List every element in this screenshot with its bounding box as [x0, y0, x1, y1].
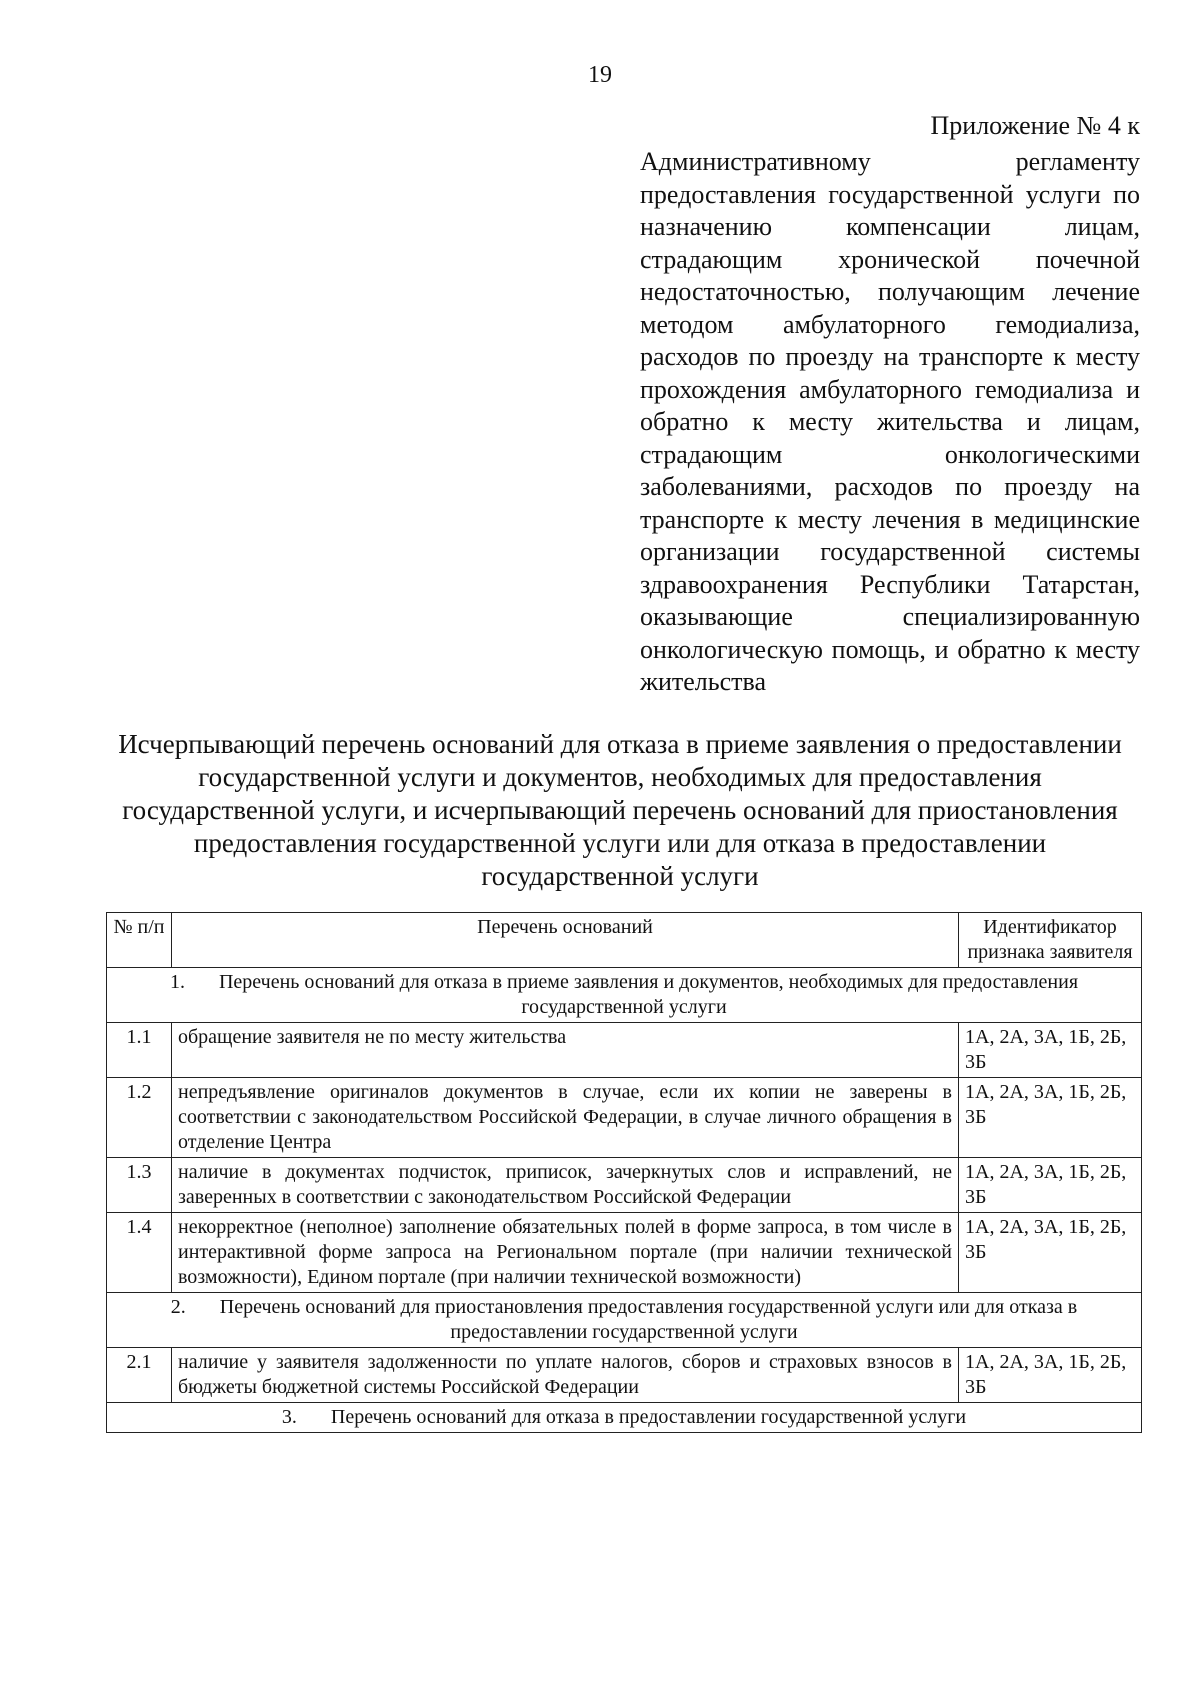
header-identifier: Идентификатор признака заявителя: [959, 913, 1142, 968]
row-number: 1.4: [107, 1213, 172, 1293]
table-row: [107, 1213, 1142, 1293]
table-row: [107, 1078, 1142, 1158]
row-number: 1.1: [107, 1023, 172, 1078]
page-number: 19: [588, 62, 612, 88]
document-title: Исчерпывающий перечень оснований для отказа в приеме заявления о предоставлении государственной услуги и документов, необходимых для предоставления государственной услуги, и исчерпывающий перечень оснований для приостановления предоставления государственной услуги или для отказа в предоставлении государственной услуги: [118, 729, 1122, 891]
table-row: [107, 1158, 1142, 1213]
header-grounds: Перечень оснований: [172, 913, 959, 968]
table-row: [107, 1348, 1142, 1403]
row-text: обращение заявителя не по месту жительства: [172, 1023, 959, 1078]
section-number: 2.: [170, 1296, 186, 1318]
table-row: [107, 1023, 1142, 1078]
section-row-1: [107, 968, 1142, 1023]
section-title: Перечень оснований для отказа в предоставлении государственной услуги: [330, 1406, 967, 1428]
section-number: 3.: [281, 1406, 297, 1428]
appendix-title: Приложение № 4 к: [930, 111, 1140, 140]
section-number: 1.: [169, 971, 185, 993]
row-number: 2.1: [107, 1348, 172, 1403]
row-text: наличие в документах подчисток, приписок, зачеркнутых слов и исправлений, не заверенных в соответствии с законодательством Российской Федерации: [172, 1158, 959, 1213]
row-text: непредъявление оригиналов документов в случае, если их копии не заверены в соответствии с законодательством Российской Федерации, в случае личного обращения в отделение Центра: [172, 1078, 959, 1158]
section-title: Перечень оснований для приостановления предоставления государственной услуги или для отказа в предоставлении государственной услуги: [219, 1296, 1078, 1343]
row-text: наличие у заявителя задолженности по уплате налогов, сборов и страховых взносов в бюджеты бюджетной системы Российской Федерации: [172, 1348, 959, 1403]
row-identifier: 1А, 2А, 3А, 1Б, 2Б, 3Б: [959, 1213, 1142, 1293]
row-identifier: 1А, 2А, 3А, 1Б, 2Б, 3Б: [959, 1023, 1142, 1078]
header-num: № п/п: [107, 913, 172, 968]
row-identifier: 1А, 2А, 3А, 1Б, 2Б, 3Б: [959, 1348, 1142, 1403]
grounds-table: [106, 912, 1142, 1433]
row-text: некорректное (неполное) заполнение обязательных полей в форме запроса, в том числе в интерактивной форме запроса на Региональном портале (при наличии технической возможности), Едином портале (при наличии технической возможности): [172, 1213, 959, 1293]
section-row-2: [107, 1293, 1142, 1348]
row-identifier: 1А, 2А, 3А, 1Б, 2Б, 3Б: [959, 1078, 1142, 1158]
row-identifier: 1А, 2А, 3А, 1Б, 2Б, 3Б: [959, 1158, 1142, 1213]
section-title: Перечень оснований для отказа в приеме заявления и документов, необходимых для предоставления государственной услуги: [218, 971, 1079, 1018]
row-number: 1.2: [107, 1078, 172, 1158]
row-number: 1.3: [107, 1158, 172, 1213]
section-row-3: [107, 1403, 1142, 1433]
appendix-text: Административному регламенту предоставления государственной услуги по назначению компенсации лицам, страдающим хронической почечной недостаточностью, получающим лечение методом амбулаторного гемодиализа, расходов по проезду на транспорте к месту прохождения амбулаторного гемодиализа и обратно к месту жительства и лицам, страдающим онкологическими заболеваниями, расходов по проезду на транспорте к месту лечения в медицинские организации государственной системы здравоохранения Республики Татарстан, оказывающие специализированную онкологическую помощь, и обратно к месту жительства: [640, 147, 1140, 696]
table-header-row: [107, 913, 1142, 968]
